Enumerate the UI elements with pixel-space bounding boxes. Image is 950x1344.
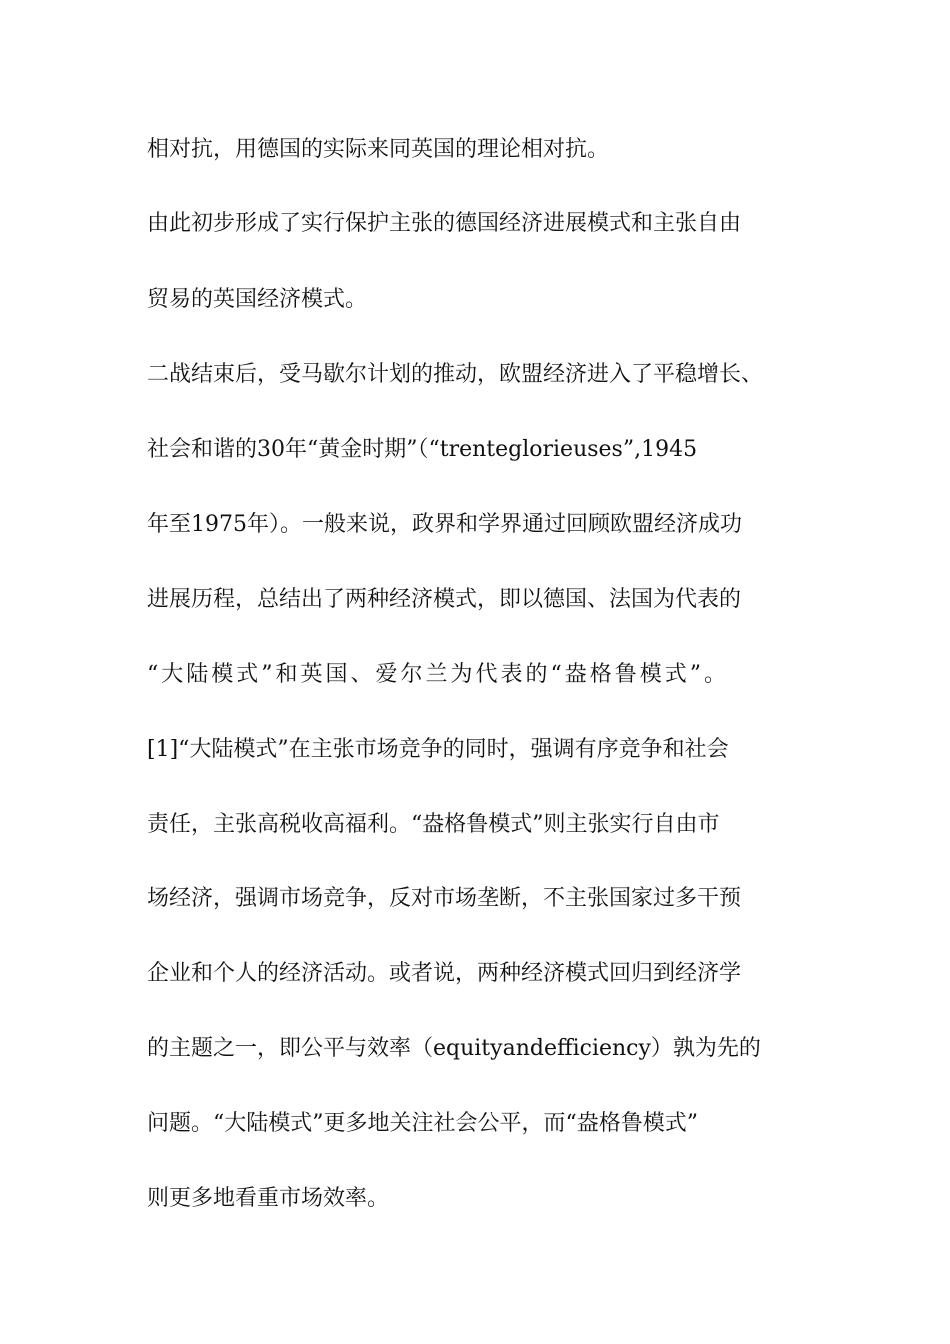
text-line-15: 则更多地看重市场效率。 [147,1186,390,1211]
text-line-14: 问题。“大陆模式”更多地关注社会公平，而“盎格鲁模式” [147,1111,698,1136]
text-line-9: [1]“大陆模式”在主张市场竞争的同时，强调有序竞争和社会 [147,737,729,762]
text-line-6: 年至1975年）。一般来说，政界和学界通过回顾欧盟经济成功 [147,512,742,537]
text-line-2: 由此初步形成了实行保护主张的德国经济进展模式和主张自由 [147,211,742,236]
text-line-4: 二战结束后，受马歇尔计划的推动，欧盟经济进入了平稳增长、 [147,362,764,387]
text-line-5: 社会和谐的30年“黄金时期”（“trenteglorieuses”,1945 [147,437,698,462]
text-line-13: 的主题之一，即公平与效率（equityandefficiency）孰为先的 [147,1036,761,1061]
text-line-10: 责任，主张高税收高福利。“盎格鲁模式”则主张实行自由市 [147,812,720,837]
text-line-7: 进展历程，总结出了两种经济模式，即以德国、法国为代表的 [147,587,742,612]
text-line-8: “大陆模式”和英国、爱尔兰为代表的“盎格鲁模式”。 [147,662,729,687]
text-line-3: 贸易的英国经济模式。 [147,287,368,312]
text-line-12: 企业和个人的经济活动。或者说，两种经济模式回归到经济学 [147,961,742,986]
text-line-11: 场经济，强调市场竞争，反对市场垄断，不主张国家过多干预 [147,886,742,911]
text-line-1: 相对抗，用德国的实际来同英国的理论相对抗。 [147,137,610,162]
